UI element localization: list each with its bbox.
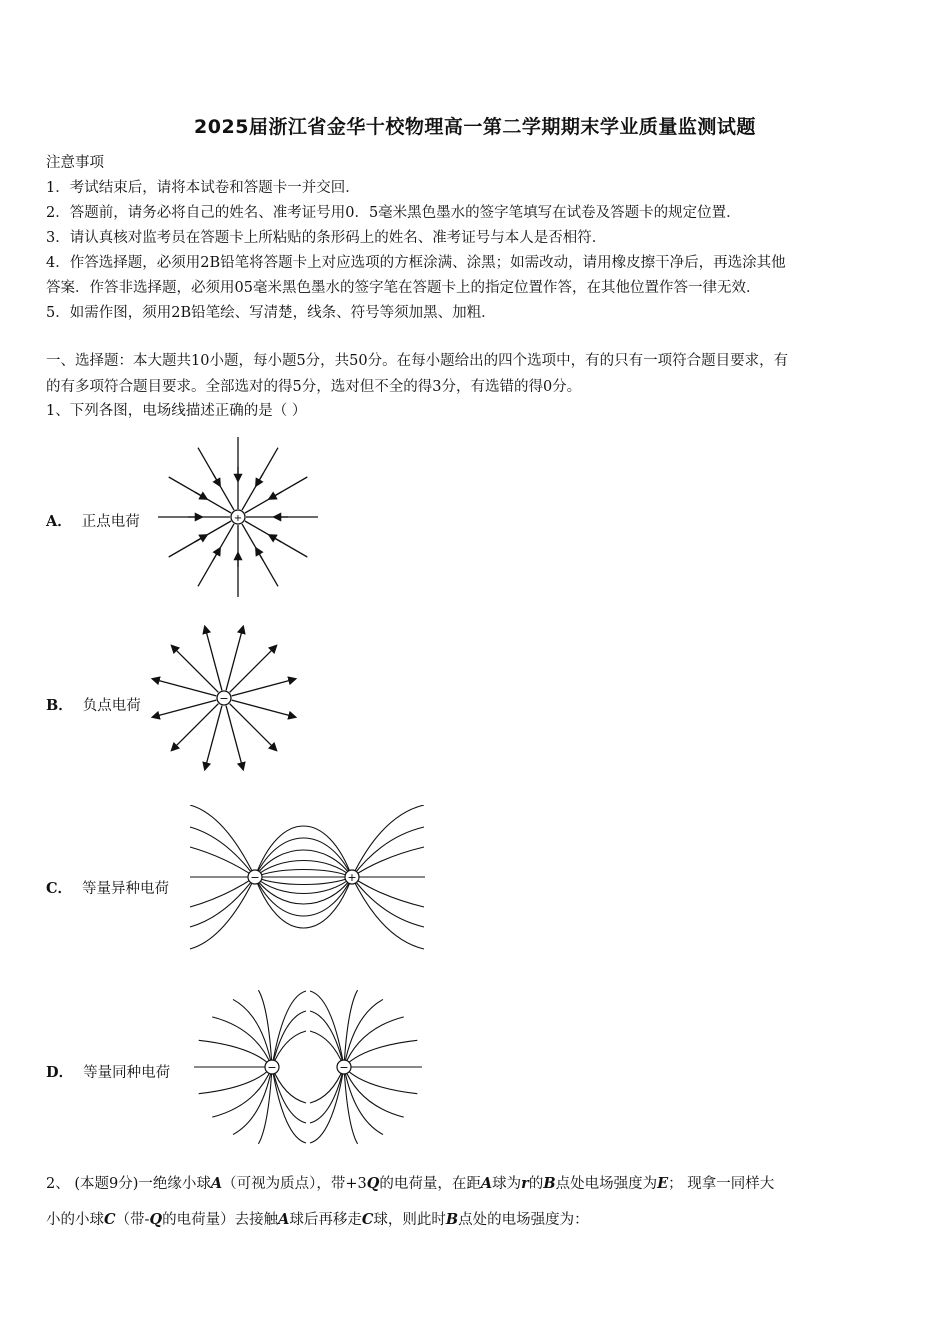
field-line — [269, 535, 281, 542]
field-line — [344, 1067, 417, 1094]
field-line — [352, 877, 424, 907]
field-line — [352, 827, 424, 877]
field-line — [272, 1067, 306, 1123]
q2-var: r — [521, 1175, 529, 1192]
charge-sign: − — [250, 871, 260, 884]
q2-text: ； 现拿一同样大 — [668, 1176, 775, 1192]
question-2 — [46, 1166, 908, 1238]
field-line — [255, 838, 352, 877]
q2-text: 的电荷量）去接触 — [162, 1212, 279, 1228]
charge-sign: + — [347, 871, 357, 884]
field-line — [255, 877, 352, 894]
field-line — [199, 1067, 272, 1094]
field-line — [195, 492, 207, 499]
field-line — [199, 1040, 272, 1067]
notes-block — [46, 151, 916, 326]
field-line — [352, 847, 424, 877]
field-line — [190, 877, 255, 907]
section-line: 一、选择题：本大题共10小题，每小题5分，共50分。在每小题给出的四个选项中，有的只有一项符合题目要求，有 — [46, 353, 789, 369]
field-line — [213, 548, 220, 560]
field-diagram-like-charges — [188, 985, 433, 1145]
field-line — [233, 999, 272, 1067]
field-line — [272, 1011, 306, 1067]
option-letter: D． — [46, 1064, 74, 1081]
q2-text: 球，则此时 — [373, 1212, 446, 1228]
field-line — [255, 877, 352, 885]
field-line — [255, 861, 352, 878]
q2-text: 的电荷量，在距 — [379, 1176, 481, 1192]
charge-sign: + — [233, 513, 243, 524]
field-line — [310, 1011, 344, 1067]
option-b[interactable] — [46, 694, 141, 715]
option-letter: B． — [46, 697, 73, 714]
field-diagram-opposite-charges — [185, 805, 430, 950]
field-line — [233, 1067, 272, 1135]
field-line — [213, 474, 220, 486]
field-line — [344, 1067, 383, 1135]
q2-var: Q — [366, 1175, 380, 1192]
field-line — [190, 827, 255, 877]
field-line — [190, 805, 255, 877]
option-c[interactable] — [46, 877, 169, 898]
question-1-stem: 1、下列各图，电场线描述正确的是（ ） — [46, 403, 307, 419]
q2-text: 的 — [528, 1176, 544, 1192]
note-item: 2．答题前，请务必将自己的姓名、准考证号用0．5毫米黑色墨水的签字笔填写在试卷及答题卡的规定位置． — [46, 205, 741, 221]
charge-sign: − — [339, 1061, 349, 1074]
option-a[interactable] — [46, 510, 140, 531]
q2-var: Q — [149, 1211, 163, 1228]
q2-var: E — [657, 1175, 669, 1192]
charge-sign: − — [219, 692, 229, 705]
q2-var: C — [361, 1211, 374, 1228]
q2-text: 球为 — [492, 1176, 522, 1192]
field-line — [269, 492, 281, 499]
q2-var: A — [480, 1175, 493, 1192]
q2-text: 球后再移走 — [289, 1212, 362, 1228]
note-item: 1．考试结束后，请将本试卷和答题卡一并交回． — [46, 180, 360, 196]
note-item: 3．请认真核对监考员在答题卡上所粘贴的条形码上的姓名、准考证号与本人是否相符． — [46, 230, 607, 246]
field-line — [255, 870, 352, 878]
q2-var: A — [278, 1211, 290, 1228]
field-line — [352, 877, 424, 927]
section-instructions — [46, 348, 908, 400]
field-diagram-positive-inward — [150, 435, 330, 600]
field-line — [344, 1040, 417, 1067]
field-line — [190, 877, 255, 949]
q2-text: 2、 (本题9分)一绝缘小球 — [46, 1176, 211, 1192]
q2-text: 小的小球 — [46, 1212, 104, 1228]
option-text: 等量同种电荷 — [83, 1065, 171, 1081]
option-text: 负点电荷 — [82, 698, 141, 714]
field-line — [256, 548, 263, 560]
field-line — [255, 877, 352, 916]
note-item: 答案．作答非选择题，必须用05毫米黑色墨水的签字笔在答题卡上的指定位置作答，在其他位置作答一律无效． — [46, 280, 761, 296]
field-line — [344, 999, 383, 1067]
field-line — [195, 535, 207, 542]
charge-sign: − — [267, 1061, 277, 1074]
q2-var: B — [445, 1211, 459, 1228]
field-line — [310, 1067, 344, 1123]
q2-text: （可视为质点），带+3 — [222, 1176, 367, 1192]
q2-text: 点处电场强度为 — [555, 1176, 658, 1192]
note-item: 4．作答选择题，必须用2B铅笔将答题卡上对应选项的方框涂满、涂黑；如需改动，请用橡皮擦干净后，再选涂其他 — [46, 255, 786, 271]
field-line — [190, 877, 255, 927]
option-text: 等量异种电荷 — [82, 881, 170, 897]
q2-text: 点处的电场强度为： — [458, 1212, 589, 1228]
option-letter: A． — [46, 513, 72, 530]
note-item: 5．如需作图，须用2B铅笔绘、写清楚，线条、符号等须加黑、加粗． — [46, 305, 496, 321]
field-diagram-negative-outward — [148, 620, 308, 780]
option-d[interactable] — [46, 1061, 170, 1082]
page-title: 2025届浙江省金华十校物理高一第二学期期末学业质量监测试题 — [194, 116, 756, 138]
section-line: 的有多项符合题目要求。全部选对的得5分，选对但不全的得3分，有选错的得0分。 — [46, 379, 582, 395]
q2-var: C — [104, 1211, 116, 1228]
q2-var: B — [543, 1175, 556, 1192]
notes-heading: 注意事项 — [46, 155, 104, 171]
field-line — [352, 805, 424, 877]
field-line — [256, 474, 263, 486]
option-letter: C． — [46, 880, 73, 897]
option-text: 正点电荷 — [81, 514, 140, 530]
field-line — [190, 847, 255, 877]
field-line — [352, 877, 424, 949]
q2-text: （带- — [115, 1212, 150, 1228]
q2-var: A — [210, 1175, 223, 1192]
